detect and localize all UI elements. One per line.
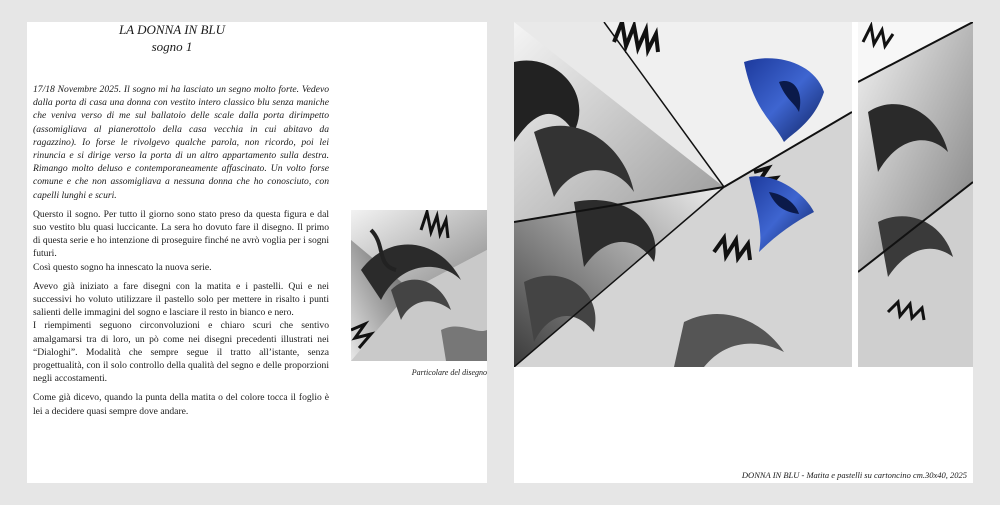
paragraph-3	[33, 280, 329, 386]
paragraph-2	[33, 208, 329, 274]
paragraph-4: Come già dicevo, quando la punta della matita o del colore tocca il foglio è lei a decidere quasi sempre dove andare.	[33, 392, 329, 417]
detail-drawing-image	[351, 210, 487, 361]
main-drawing-image	[514, 22, 852, 367]
paragraph-2-text: Quersto il sogno. Per tutto il giorno sono stato preso da questa figura e dal suo vestito blu quasi luccicante. La sera ho dovuto fare il disegno. Il primo di questa serie e ho intenzione di proseguire finché ne avrò voglia per i sogni futuri.	[33, 208, 329, 260]
page-title: LA DONNA IN BLU	[118, 22, 226, 37]
paragraph-3-extra: I riempimenti seguono circonvoluzioni e chiaro scuri che sentivo amalgamarsi tra di loro, un pò come nei disegni precedenti illustrati nei “Dialoghi”. Modalità che sempre segue il tratto all’istante, senza progettualità, con il solo controllo della qualità del segno e delle proporzioni negli accostamenti.	[33, 320, 329, 385]
artwork-caption: DONNA IN BLU - Matita e pastelli su cartoncino cm.30x40, 2025	[741, 470, 967, 480]
page-subtitle: sogno 1	[151, 39, 193, 54]
dream-paragraph: 17/18 Novembre 2025. Il sogno mi ha lasciato un segno molto forte. Vedevo dalla porta di casa una donna con vestito intero classico blu senza maniche che veniva verso di me sul ballatoio delle scale dalla porta dirimpetto (assomigliava al pianerottolo della casa vecchia in cui abitavo da ragazzino). Io forse le rivolgevo qualche parola, non ricordo, poi lei rinuncia e si dirige verso la porta di un altro appartamento sulla destra. Rimango molto deluso e contemporaneamente affascinato. Un volto forse comune e che non assomigliava a nessuna donna che ho conosciuto, con capelli lunghi e scuri.	[33, 84, 329, 201]
right-page	[514, 22, 973, 483]
strip-drawing-image	[858, 22, 973, 367]
paragraph-2-extra: Così questo sogno ha innescato la nuova serie.	[33, 261, 212, 273]
title-block	[27, 22, 317, 62]
left-page	[27, 22, 487, 483]
detail-caption: Particolare del disegno	[411, 368, 487, 377]
paragraph-3-text: Avevo già iniziato a fare disegni con la matita e i pastelli. Qui e nei successivi ho voluto utilizzare il pastello solo per mettere in risalto i punti salienti delle immagini del sogno e lasciare il resto in bianco e nero.	[33, 280, 329, 319]
body-text	[33, 83, 329, 424]
